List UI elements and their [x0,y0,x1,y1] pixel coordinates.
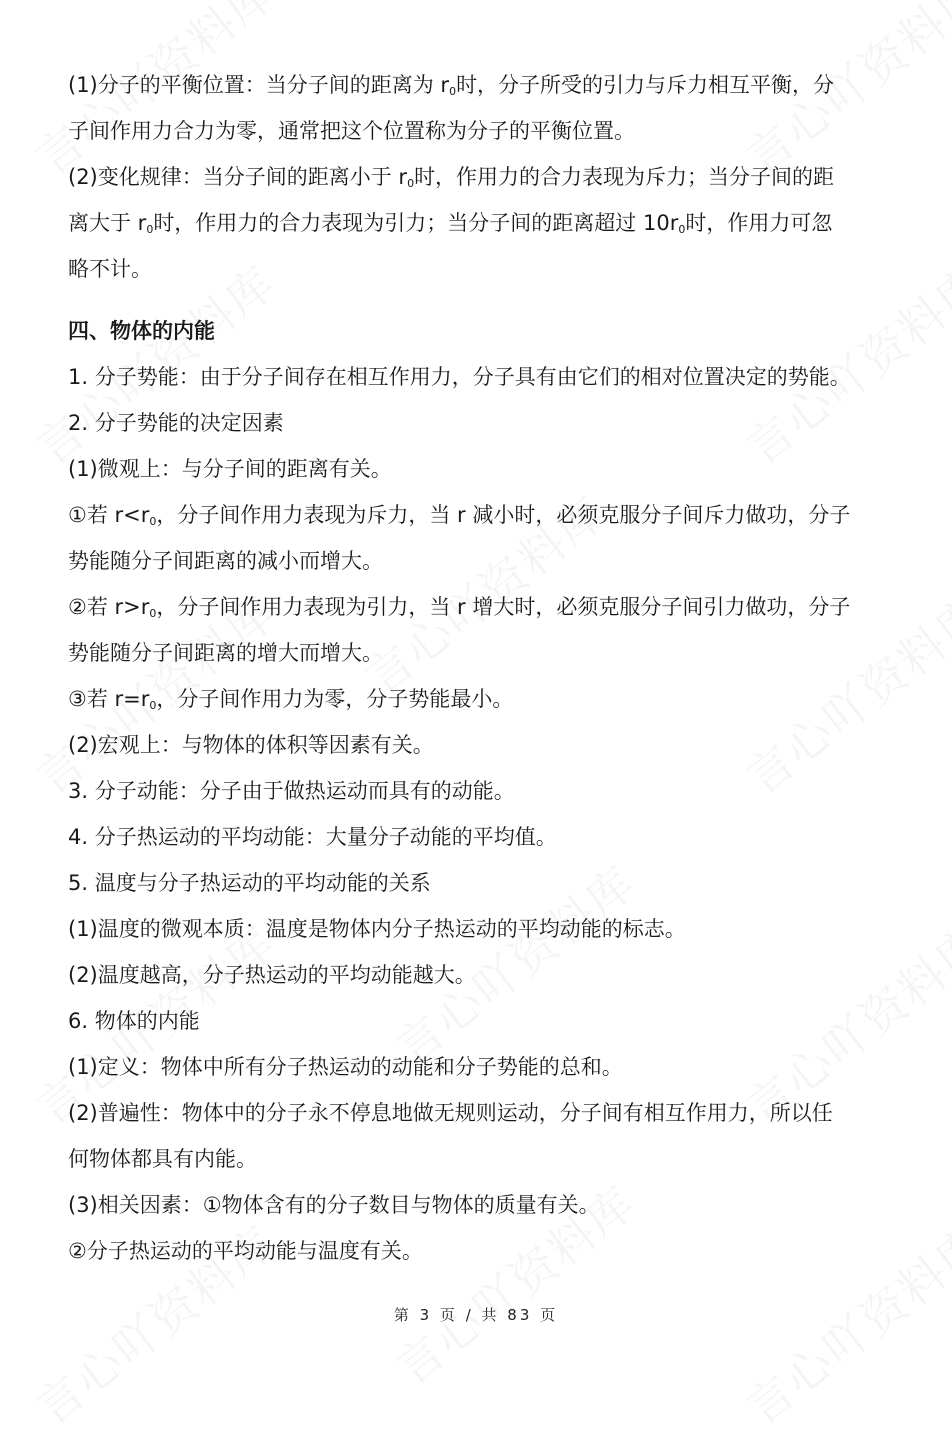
text-span: (1)分子的平衡位置：当分子间的距离为 r [68,73,450,97]
subscript: 0 [449,85,457,98]
text-span: (1)温度的微观本质：温度是物体内分子热运动的平均动能的标志。 [68,917,686,941]
text-span: 时，作用力的合力表现为引力；当分子间的距离超过 10r [153,211,679,235]
text-span: ，分子间作用力表现为引力，当 r 增大时，必须克服分子间引力做功，分子 [156,595,851,619]
text-line [68,1044,898,1090]
text-span: 何物体都具有内能。 [68,1147,257,1171]
text-span: 时，作用力的合力表现为斥力；当分子间的距 [414,165,835,189]
text-line [68,354,898,400]
text-span: ②若 r>r [68,595,150,619]
text-span: ，分子间作用力为零，分子势能最小。 [156,687,514,711]
text-line [68,154,898,200]
text-span: ③若 r=r [68,687,150,711]
text-line [68,584,898,630]
text-line [68,630,898,676]
text-line [68,1228,898,1274]
text-span: (2)普遍性：物体中的分子永不停息地做无规则运动，分子间有相互作用力，所以任 [68,1101,833,1125]
text-span: (1)微观上：与分子间的距离有关。 [68,457,392,481]
text-span: 子间作用力合力为零，通常把这个位置称为分子的平衡位置。 [68,119,635,143]
text-span: 3. 分子动能：分子由于做热运动而具有的动能。 [68,779,515,803]
text-span: 时，作用力可忽 [685,211,833,235]
text-span: ，分子间作用力表现为斥力，当 r 减小时，必须克服分子间斥力做功，分子 [156,503,851,527]
text-span: 6. 物体的内能 [68,1009,200,1033]
text-span: (2)宏观上：与物体的体积等因素有关。 [68,733,434,757]
text-line [68,446,898,492]
text-span: 离大于 r [68,211,147,235]
text-line [68,676,898,722]
subscript: 0 [146,223,154,236]
subscript: 0 [149,699,157,712]
text-span: 1. 分子势能：由于分子间存在相互作用力，分子具有由它们的相对位置决定的势能。 [68,365,851,389]
subscript: 0 [149,607,157,620]
text-span: (3)相关因素：①物体含有的分子数目与物体的质量有关。 [68,1193,600,1217]
section-heading: 四、物体的内能 [68,319,215,343]
text-line [68,860,898,906]
text-span: ②分子热运动的平均动能与温度有关。 [68,1239,423,1263]
text-line [68,538,898,584]
document-body [68,62,898,1274]
text-span: 4. 分子热运动的平均动能：大量分子动能的平均值。 [68,825,557,849]
text-span: 时，分子所受的引力与斥力相互平衡，分 [456,73,835,97]
page-number: 第 3 页 / 共 83 页 [393,1306,559,1324]
text-line [68,200,898,246]
text-line [68,108,898,154]
text-line [68,1090,898,1136]
text-span: 5. 温度与分子热运动的平均动能的关系 [68,871,431,895]
text-line [68,1182,898,1228]
text-line [68,952,898,998]
text-span: (1)定义：物体中所有分子热运动的动能和分子势能的总和。 [68,1055,623,1079]
text-line [68,400,898,446]
text-line [68,62,898,108]
text-line [68,246,898,292]
text-span: 略不计。 [68,257,152,281]
text-span: (2)温度越高，分子热运动的平均动能越大。 [68,963,476,987]
text-span: 2. 分子势能的决定因素 [68,411,284,435]
subscript: 0 [678,223,686,236]
text-span: (2)变化规律：当分子间的距离小于 r [68,165,408,189]
text-line [68,1136,898,1182]
subscript: 0 [149,515,157,528]
text-span: ①若 r<r [68,503,150,527]
text-line [68,814,898,860]
text-line [68,906,898,952]
text-line [68,492,898,538]
text-span: 势能随分子间距离的减小而增大。 [68,549,383,573]
text-span: 势能随分子间距离的增大而增大。 [68,641,383,665]
subscript: 0 [407,177,415,190]
text-line [68,768,898,814]
text-line [68,722,898,768]
text-line [68,998,898,1044]
